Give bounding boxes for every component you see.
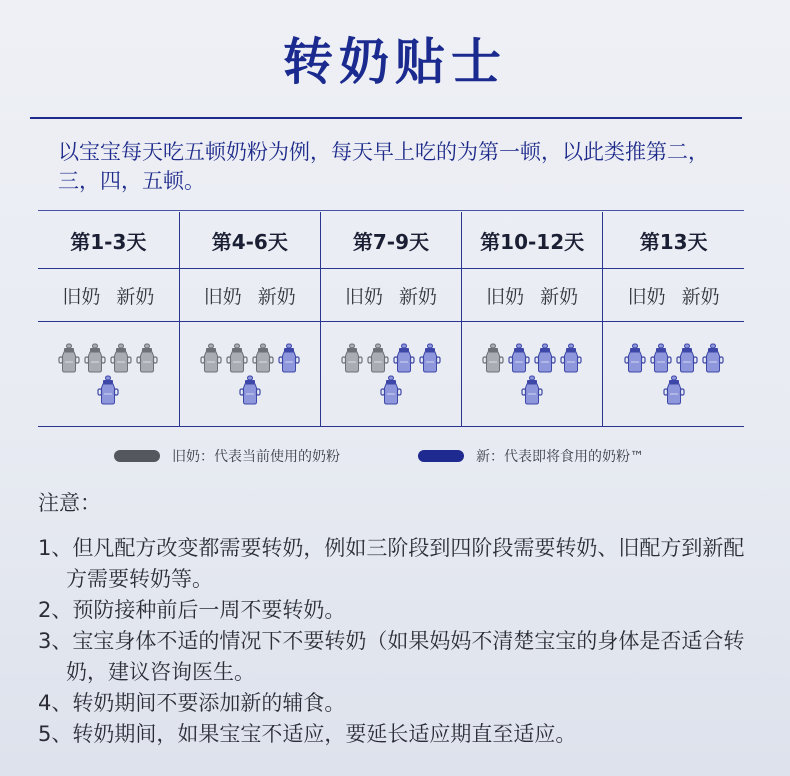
- new-milk-bottle-icon: [239, 375, 261, 405]
- bottle-group: [48, 343, 168, 405]
- divider: [38, 210, 744, 211]
- new-milk-bottle-icon: [650, 343, 672, 373]
- notes-section: [38, 488, 758, 750]
- new-milk-bottle-icon: [419, 343, 441, 373]
- new-milk-bottle-icon: [508, 343, 530, 373]
- new-milk-swatch: [418, 450, 464, 462]
- old-milk-swatch: [114, 450, 160, 462]
- old-milk-bottle-icon: [110, 343, 132, 373]
- bottle-row: [38, 322, 744, 427]
- old-milk-bottle-icon: [482, 343, 504, 373]
- new-milk-bottle-icon: [702, 343, 724, 373]
- note-item: 4、转奶期间不要添加新的辅食。: [38, 691, 346, 715]
- day-header: 第7-9天: [320, 212, 461, 269]
- legend-new: [418, 446, 644, 466]
- bottle-group: [190, 343, 310, 405]
- legend-old: [114, 446, 340, 466]
- intro-text: 以宝宝每天吃五顿奶粉为例，每天早上吃的为第一顿，以此类推第二，三，四，五顿。: [58, 140, 709, 193]
- new-milk-bottle-icon: [560, 343, 582, 373]
- old-milk-bottle-icon: [341, 343, 363, 373]
- old-milk-bottle-icon: [226, 343, 248, 373]
- day-header: 第13天: [603, 212, 744, 269]
- old-milk-bottle-icon: [136, 343, 158, 373]
- bottle-group: [614, 343, 734, 405]
- old-milk-label: 旧奶: [62, 285, 101, 308]
- day-header: 第4-6天: [179, 212, 320, 269]
- new-milk-label: 新奶: [398, 285, 437, 308]
- bottle-group: [472, 343, 592, 405]
- day-header-row: [38, 212, 744, 269]
- old-milk-label: 旧奶: [627, 285, 666, 308]
- new-milk-bottle-icon: [663, 375, 685, 405]
- old-milk-bottle-icon: [200, 343, 222, 373]
- new-milk-bottle-icon: [521, 375, 543, 405]
- bottle-group: [331, 343, 451, 405]
- new-milk-bottle-icon: [534, 343, 556, 373]
- new-milk-label: 新奶: [540, 285, 579, 308]
- notes-heading: 注意：: [38, 491, 101, 515]
- new-milk-bottle-icon: [380, 375, 402, 405]
- page-title: 转奶贴士: [283, 33, 507, 91]
- note-item: 1、但凡配方改变都需要转奶，例如三阶段到四阶段需要转奶、旧配方到新配方需要转奶等。: [38, 536, 745, 591]
- new-milk-label: 新奶: [681, 285, 720, 308]
- transition-table: [38, 212, 744, 427]
- note-item: 3、宝宝身体不适的情况下不要转奶（如果妈妈不清楚宝宝的身体是否适合转奶，建议咨询医生。: [38, 629, 745, 684]
- new-milk-bottle-icon: [393, 343, 415, 373]
- legend-new-text: 新：代表即将食用的奶粉™: [476, 449, 644, 465]
- day-header: 第1-3天: [38, 212, 179, 269]
- old-milk-label: 旧奶: [203, 285, 242, 308]
- old-milk-bottle-icon: [252, 343, 274, 373]
- old-milk-bottle-icon: [367, 343, 389, 373]
- milk-type-row: [38, 269, 744, 322]
- old-milk-bottle-icon: [84, 343, 106, 373]
- new-milk-label: 新奶: [257, 285, 296, 308]
- divider: [30, 117, 742, 119]
- note-item: 2、预防接种前后一周不要转奶。: [38, 598, 346, 622]
- day-header: 第10-12天: [462, 212, 603, 269]
- new-milk-bottle-icon: [278, 343, 300, 373]
- old-milk-bottle-icon: [58, 343, 80, 373]
- new-milk-bottle-icon: [676, 343, 698, 373]
- legend-old-text: 旧奶：代表当前使用的奶粉: [172, 449, 340, 465]
- new-milk-bottle-icon: [97, 375, 119, 405]
- new-milk-label: 新奶: [116, 285, 155, 308]
- new-milk-bottle-icon: [624, 343, 646, 373]
- note-item: 5、转奶期间，如果宝宝不适应，要延长适应期直至适应。: [38, 722, 577, 746]
- old-milk-label: 旧奶: [344, 285, 383, 308]
- old-milk-label: 旧奶: [486, 285, 525, 308]
